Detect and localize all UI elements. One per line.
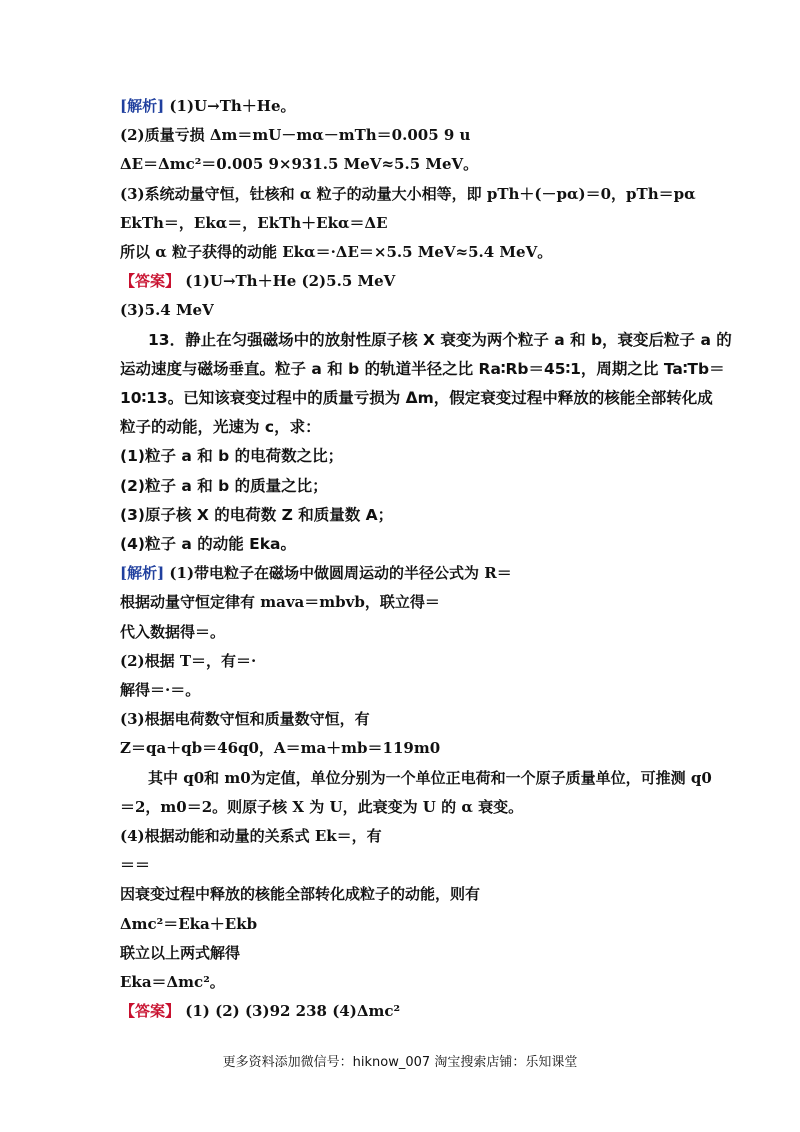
line-text: ＝＝ (120, 856, 151, 875)
line-text: Δmc²＝Eka＋Ekb (120, 914, 258, 933)
line-text: 10∶13。已知该衰变过程中的质量亏损为 Δm，假定衰变过程中释放的核能全部转化成 (120, 389, 713, 407)
line-text: (1)粒子 a 和 b 的电荷数之比； (120, 447, 344, 466)
text-line (120, 388, 713, 408)
line-text: (3)原子核 X 的电荷数 Z 和质量数 A； (120, 505, 394, 524)
answer-tag: 【答案】 (120, 272, 181, 291)
line-text: 所以 α 粒子获得的动能 Ekα＝·ΔE＝×5.5 MeV≈5.4 MeV。 (120, 243, 553, 261)
line-text: (4)粒子 a 的动能 Eka。 (120, 535, 296, 553)
line-text: (1) (2) (3)92 238 (4)Δmc² (180, 1002, 401, 1021)
text-line (148, 330, 732, 350)
line-text: 13．静止在匀强磁场中的放射性原子核 X 衰变为两个粒子 a 和 b，衰变后粒子 a 的 (148, 330, 732, 349)
text-line (120, 242, 552, 262)
text-line (148, 768, 712, 788)
text-line (120, 592, 440, 612)
line-text: ΔE＝Δmc²＝0.005 9×931.5 MeV≈5.5 MeV。 (120, 155, 479, 174)
line-text: (2)粒子 a 和 b 的质量之比； (120, 476, 328, 495)
text-line (120, 914, 257, 934)
answer-tag: 【答案】 (120, 1002, 181, 1021)
text-line (120, 125, 470, 145)
line-text: (4)根据动能和动量的关系式 Ek＝，有 (120, 827, 382, 845)
section-label-line (120, 563, 512, 583)
text-line (120, 855, 150, 875)
line-text: (1)带电粒子在磁场中做圆周运动的半径公式为 R＝ (164, 564, 512, 583)
line-text: (3)根据电荷数守恒和质量数守恒，有 (120, 710, 370, 729)
text-line (120, 680, 200, 700)
text-line (120, 709, 370, 729)
section-label-line (120, 271, 395, 291)
analysis-tag: [解析] (120, 97, 165, 115)
text-line (120, 884, 480, 904)
line-text: (1)U→Th＋He。 (164, 97, 296, 115)
line-text: (2)质量亏损 Δm＝mU－mα－mTh＝0.005 9 u (120, 126, 471, 145)
text-line (120, 738, 440, 758)
line-text: (2)根据 T＝，有＝· (120, 651, 257, 670)
text-line (120, 359, 725, 379)
footer-note: 更多资料添加微信号：hiknow_007 淘宝搜索店铺：乐知课堂 (222, 1055, 578, 1070)
text-line (120, 446, 343, 466)
text-line (120, 943, 240, 963)
line-text: 其中 q0和 m0为定值，单位分别为一个单位正电荷和一个原子质量单位，可推测 q0 (148, 768, 712, 787)
line-text: 运动速度与磁场垂直。粒子 a 和 b 的轨道半径之比 Ra∶Rb＝45∶1，周期之比 Ta∶Tb＝ (120, 359, 725, 378)
line-text: (3)系统动量守恒，钍核和 α 粒子的动量大小相等，即 pTh＋(－pα)＝0，pTh＝pα (120, 184, 696, 203)
section-label-line (120, 1001, 400, 1021)
text-line (120, 797, 523, 817)
line-text: 根据动量守恒定律有 mava＝mbvb，联立得＝ (120, 593, 440, 612)
text-line (120, 154, 478, 174)
line-text: ＝2，m0＝2。则原子核 X 为 U，此衰变为 U 的 α 衰变。 (120, 797, 524, 816)
line-text: 代入数据得＝。 (120, 622, 226, 641)
text-line (120, 622, 225, 642)
text-line (120, 184, 696, 204)
text-line (120, 476, 328, 496)
analysis-tag: [解析] (120, 564, 165, 583)
line-text: 粒子的动能，光速为 c，求： (120, 418, 321, 437)
section-label-line (120, 96, 296, 116)
line-text: EkTh＝，Ekα＝，EkTh＋Ekα＝ΔE (120, 213, 388, 232)
text-line (120, 972, 225, 992)
line-text: Eka＝Δmc²。 (120, 973, 225, 991)
text-line (120, 505, 393, 525)
line-text: (1)U→Th＋He (2)5.5 MeV (180, 272, 396, 291)
text-line (120, 651, 256, 671)
line-text: (3)5.4 MeV (120, 301, 214, 320)
text-line (120, 534, 296, 554)
line-text: 因衰变过程中释放的核能全部转化成粒子的动能，则有 (120, 885, 481, 904)
line-text: 联立以上两式解得 (120, 943, 241, 962)
text-line (120, 300, 214, 320)
text-line (120, 826, 382, 846)
text-line (120, 417, 321, 437)
line-text: 解得＝·＝。 (120, 681, 201, 699)
text-line (120, 213, 388, 233)
line-text: Z＝qa＋qb＝46q0，A＝ma＋mb＝119m0 (120, 739, 441, 758)
